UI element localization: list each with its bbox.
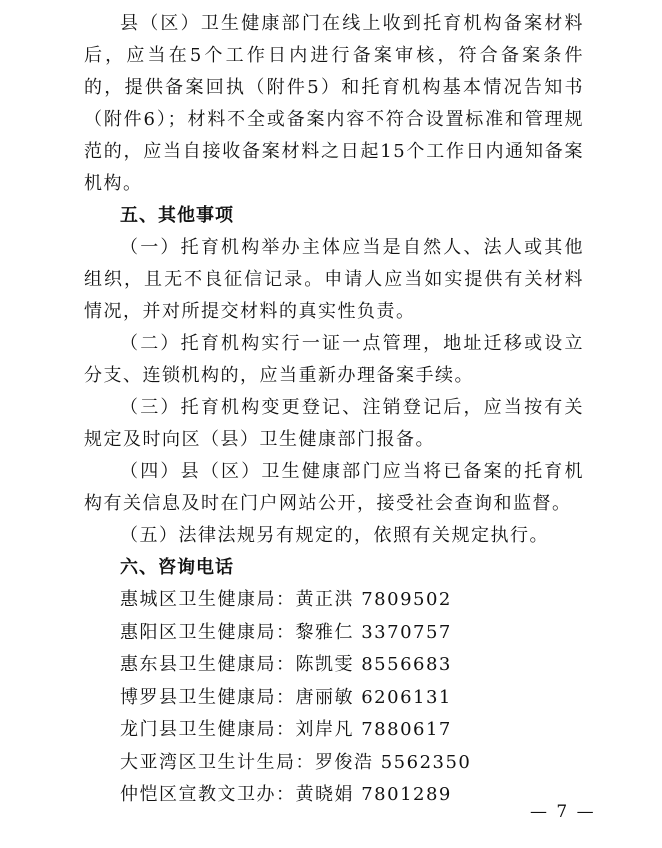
list-item: （一）托育机构举办主体应当是自然人、法人或其他组织，且无不良征信记录。申请人应当如实提供有关材料情况，并对所提交材料的真实性负责。 xyxy=(84,237,584,322)
list-item: （二）托育机构实行一证一点管理，地址迁移或设立分支、连锁机构的，应当重新办理备案手续。 xyxy=(84,333,584,386)
document-body xyxy=(84,8,584,812)
contact-line: 龙门县卫生健康局：刘岸凡 7880617 xyxy=(120,719,452,740)
contact-line: 博罗县卫生健康局：唐丽敏 6206131 xyxy=(120,686,452,708)
contact-line: 惠阳区卫生健康局：黎雅仁 3370757 xyxy=(120,621,452,643)
contact-line: 惠城区卫生健康局：黄正洪 7809502 xyxy=(120,589,452,610)
list-item: （四）县（区）卫生健康部门应当将已备案的托育机构有关信息及时在门户网站公开，接受社会查询和监督。 xyxy=(84,461,584,514)
contact-line: 惠东县卫生健康局：陈凯雯 8556683 xyxy=(120,654,452,675)
list-item: （五）法律法规另有规定的，依照有关规定执行。 xyxy=(120,525,549,546)
contact-line: 大亚湾区卫生计生局：罗俊浩 5562350 xyxy=(120,751,472,773)
page-number: — 7 — xyxy=(530,802,596,822)
list-item: （三）托育机构变更登记、注销登记后，应当按有关规定及时向区（县）卫生健康部门报备。 xyxy=(84,397,584,450)
paragraph-filing-review: 县（区）卫生健康部门在线上收到托育机构备案材料后，应当在5个工作日内进行备案审核，符合备案条件的，提供备案回执（附件5）和托育机构基本情况告知书（附件6）；材料不全或备案内容不符合设置标准和管理规范的，应当自接收备案材料之日起15个工作日内通知备案机构。 xyxy=(84,13,584,194)
section-heading-hotline: 六、咨询电话 xyxy=(120,557,234,578)
section-heading-other-matters: 五、其他事项 xyxy=(120,205,234,226)
contact-line: 仲恺区宣教文卫办：黄晓娟 7801289 xyxy=(120,784,452,805)
